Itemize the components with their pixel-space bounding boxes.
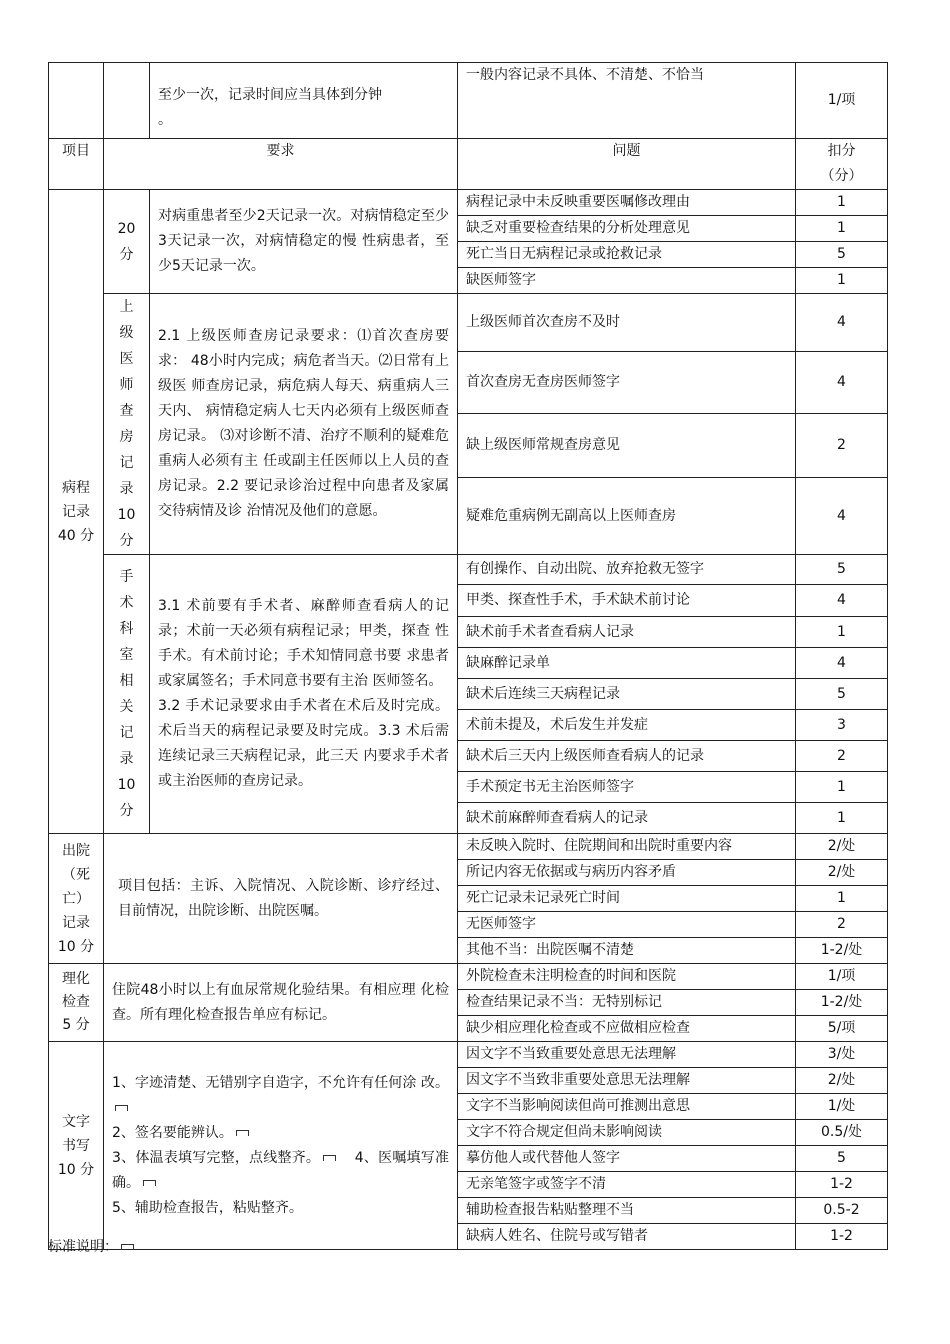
lab-title: 理化 检查 5 分 [62, 971, 90, 1033]
sec3-requirement-part1: 3.1 术前要有手术者、麻醉师查看病人的记 录；术前一天必须有病程记录；甲类，探查 性手术。有术前讨论；手术知情同意书要 求患者或家属签名；手术同意书要有主治 医师签名。 [158, 598, 449, 689]
deduct-cell: 1 [796, 268, 888, 294]
problem-cell: 缺术后连续三天病程记录 [458, 679, 796, 710]
problem-cell: 缺医师签字 [458, 268, 796, 294]
deduct-cell: 2 [796, 741, 888, 772]
edit-mark-icon [323, 1155, 336, 1161]
deduct-cell: 1-2/处 [796, 990, 888, 1016]
problem-cell: 死亡记录未记录死亡时间 [458, 886, 796, 912]
problem-cell: 缺上级医师常规查房意见 [458, 413, 796, 477]
deduct-cell: 0.5/处 [796, 1120, 888, 1146]
deduct-cell: 5 [796, 679, 888, 710]
lab-requirement: 住院48小时以上有血尿常规化验结果。有相应理 化检查。所有理化检查报告单应有标记。 [104, 964, 458, 1042]
edit-mark-icon [121, 1244, 134, 1250]
problem-cell: 摹仿他人或代替他人签字 [458, 1146, 796, 1172]
problem-cell: 一般内容记录不具体、不清楚、不恰当 [458, 63, 796, 139]
table-row [49, 964, 888, 990]
problem-cell: 无医师签字 [458, 912, 796, 938]
problem-cell: 死亡当日无病程记录或抢救记录 [458, 242, 796, 268]
deduct-cell: 3 [796, 710, 888, 741]
problem-cell: 未反映入院时、住院期间和出院时重要内容 [458, 834, 796, 860]
header-deduct-unit: （分） [820, 168, 863, 184]
problem-cell: 缺少相应理化检查或不应做相应检查 [458, 1016, 796, 1042]
requirement-cell [150, 63, 458, 139]
header-deduct [796, 139, 888, 190]
writing-req-1: 1、字迹清楚、无错别字自造字，不允许有任何涂 改。 [112, 1074, 449, 1091]
deduct-cell: 1-2/处 [796, 938, 888, 964]
deduct-cell: 1 [796, 803, 888, 834]
header-item: 项目 [49, 139, 104, 190]
table-row [49, 1042, 888, 1068]
deduct-cell: 4 [796, 585, 888, 617]
sec2-label: 上 级 医 师 查 房 记 录 10 分 [104, 294, 150, 555]
deduct-cell: 1 [796, 617, 888, 648]
lab-title-cell [49, 964, 104, 1042]
header-row [49, 139, 888, 190]
deduct-cell: 1 [796, 190, 888, 216]
standard-note [48, 1236, 134, 1256]
progress-title-cell [49, 190, 104, 834]
deduct-cell: 5 [796, 555, 888, 585]
standard-note-label: 标准说明： [48, 1239, 118, 1255]
table-row [49, 555, 888, 585]
writing-req-4: 4、医嘱填写准确。 [112, 1149, 449, 1191]
writing-title-cell [49, 1042, 104, 1250]
problem-cell: 辅助检查报告粘贴整理不当 [458, 1198, 796, 1224]
problem-cell: 缺术前麻醉师查看病人的记录 [458, 803, 796, 834]
deduct-cell: 3/处 [796, 1042, 888, 1068]
header-problem: 问题 [458, 139, 796, 190]
problem-cell: 缺病人姓名、住院号或写错者 [458, 1224, 796, 1250]
problem-cell: 首次查房无查房医师签字 [458, 352, 796, 413]
deduct-cell: 1 [796, 216, 888, 242]
deduct-cell: 2 [796, 413, 888, 477]
problem-cell: 外院检查未注明检查的时间和医院 [458, 964, 796, 990]
problem-cell: 疑难危重病例无副高以上医师查房 [458, 478, 796, 555]
problem-cell: 缺术前手术者查看病人记录 [458, 617, 796, 648]
problem-cell: 缺麻醉记录单 [458, 648, 796, 679]
discharge-requirement: 项目包括：主诉、入院情况、入院诊断、诊疗经过、目前情况，出院诊断、出院医嘱。 [104, 834, 458, 964]
problem-cell: 检查结果记录不当：无特别标记 [458, 990, 796, 1016]
deduct-cell: 1-2 [796, 1172, 888, 1198]
deduct-cell: 4 [796, 478, 888, 555]
problem-cell: 所记内容无依据或与病历内容矛盾 [458, 860, 796, 886]
sec3-label: 手 术 科 室 相 关 记 录 10 分 [104, 555, 150, 834]
table-row [49, 834, 888, 860]
sec1-score: 20 分 [104, 190, 150, 294]
deduct-cell: 2/处 [796, 834, 888, 860]
writing-req-2: 2、签名要能辨认。 [112, 1124, 233, 1141]
deduct-cell: 1 [796, 886, 888, 912]
deduct-cell: 1 [796, 772, 888, 803]
scoring-table [48, 62, 888, 1250]
requirement-tail: 。 [158, 111, 172, 128]
writing-req-3: 3、体温表填写完整，点线整齐。 [112, 1149, 321, 1166]
writing-req-5: 5、辅助检查报告，粘贴整齐。 [112, 1199, 303, 1216]
sub-item-cell [104, 63, 150, 139]
discharge-title: 出院 （死 亡） 记录 10 分 [57, 842, 95, 955]
header-requirement: 要求 [104, 139, 458, 190]
edit-mark-icon [115, 1105, 128, 1111]
deduct-cell: 2 [796, 912, 888, 938]
problem-cell: 病程记录中未反映重要医嘱修改理由 [458, 190, 796, 216]
deduct-cell: 1/处 [796, 1094, 888, 1120]
writing-requirement [104, 1042, 458, 1250]
table-row [49, 190, 888, 216]
deduct-cell: 1-2 [796, 1224, 888, 1250]
edit-mark-icon [143, 1180, 156, 1186]
sec2-requirement: 2.1 上级医师查房记录要求：⑴首次查房要求： 48小时内完成；病危者当天。⑵日常有上级医 师查房记录，病危病人每天、病重病人三天内、 病情稳定病人七天内必须有上级医师查房记录。 ⑶对诊断不清、治疗不顺利的疑难危重病人必须有主 任或副主任医师以上人员的查房记录。2.2 要记录诊治过程中向患者及家属交待病情及诊 治情况及他们的意愿。 [150, 294, 458, 555]
problem-cell: 有创操作、自动出院、放弃抢救无签字 [458, 555, 796, 585]
deduct-cell: 5/项 [796, 1016, 888, 1042]
problem-cell: 甲类、探查性手术，手术缺术前讨论 [458, 585, 796, 617]
problem-cell: 上级医师首次查房不及时 [458, 294, 796, 352]
problem-cell: 无亲笔签字或签字不清 [458, 1172, 796, 1198]
deduct-cell: 4 [796, 352, 888, 413]
sec3-requirement-part2: 3.2 手术记录要求由手术者在术后及时完成。 术后当天的病程记录要及时完成。3.3 术后需连续记录三天病程记录，此三天 内要求手术者或主治医师的查房记录。 [158, 698, 449, 789]
edit-mark-icon [236, 1130, 249, 1136]
problem-cell: 缺乏对重要检查结果的分析处理意见 [458, 216, 796, 242]
problem-cell: 术前未提及，术后发生并发症 [458, 710, 796, 741]
problem-cell: 因文字不当致重要处意思无法理解 [458, 1042, 796, 1068]
requirement-text: 至少一次，记录时间应当具体到分钟 [158, 86, 382, 103]
table-row [49, 294, 888, 352]
deduct-cell: 1/项 [796, 63, 888, 139]
deduct-cell: 4 [796, 648, 888, 679]
deduct-cell: 1/项 [796, 964, 888, 990]
item-cell [49, 63, 104, 139]
deduct-cell: 2/处 [796, 860, 888, 886]
header-deduct-label: 扣分 [827, 143, 856, 159]
writing-title: 文字 书写 10 分 [57, 1113, 95, 1178]
problem-cell: 手术预定书无主治医师签字 [458, 772, 796, 803]
deduct-cell: 2/处 [796, 1068, 888, 1094]
problem-cell: 缺术后三天内上级医师查看病人的记录 [458, 741, 796, 772]
continuation-row [49, 63, 888, 139]
sec1-requirement: 对病重患者至少2天记录一次。对病情稳定至少3天记录一次，对病情稳定的慢 性病患者，至少5天记录一次。 [150, 190, 458, 294]
deduct-cell: 0.5-2 [796, 1198, 888, 1224]
sec3-requirement [150, 555, 458, 834]
deduct-cell: 5 [796, 242, 888, 268]
deduct-cell: 4 [796, 294, 888, 352]
problem-cell: 文字不符合规定但尚未影响阅读 [458, 1120, 796, 1146]
problem-cell: 其他不当：出院医嘱不清楚 [458, 938, 796, 964]
problem-cell: 文字不当影响阅读但尚可推测出意思 [458, 1094, 796, 1120]
deduct-cell: 5 [796, 1146, 888, 1172]
discharge-title-cell [49, 834, 104, 964]
progress-title: 病程 记录 40 分 [57, 479, 95, 544]
problem-cell: 因文字不当致非重要处意思无法理解 [458, 1068, 796, 1094]
